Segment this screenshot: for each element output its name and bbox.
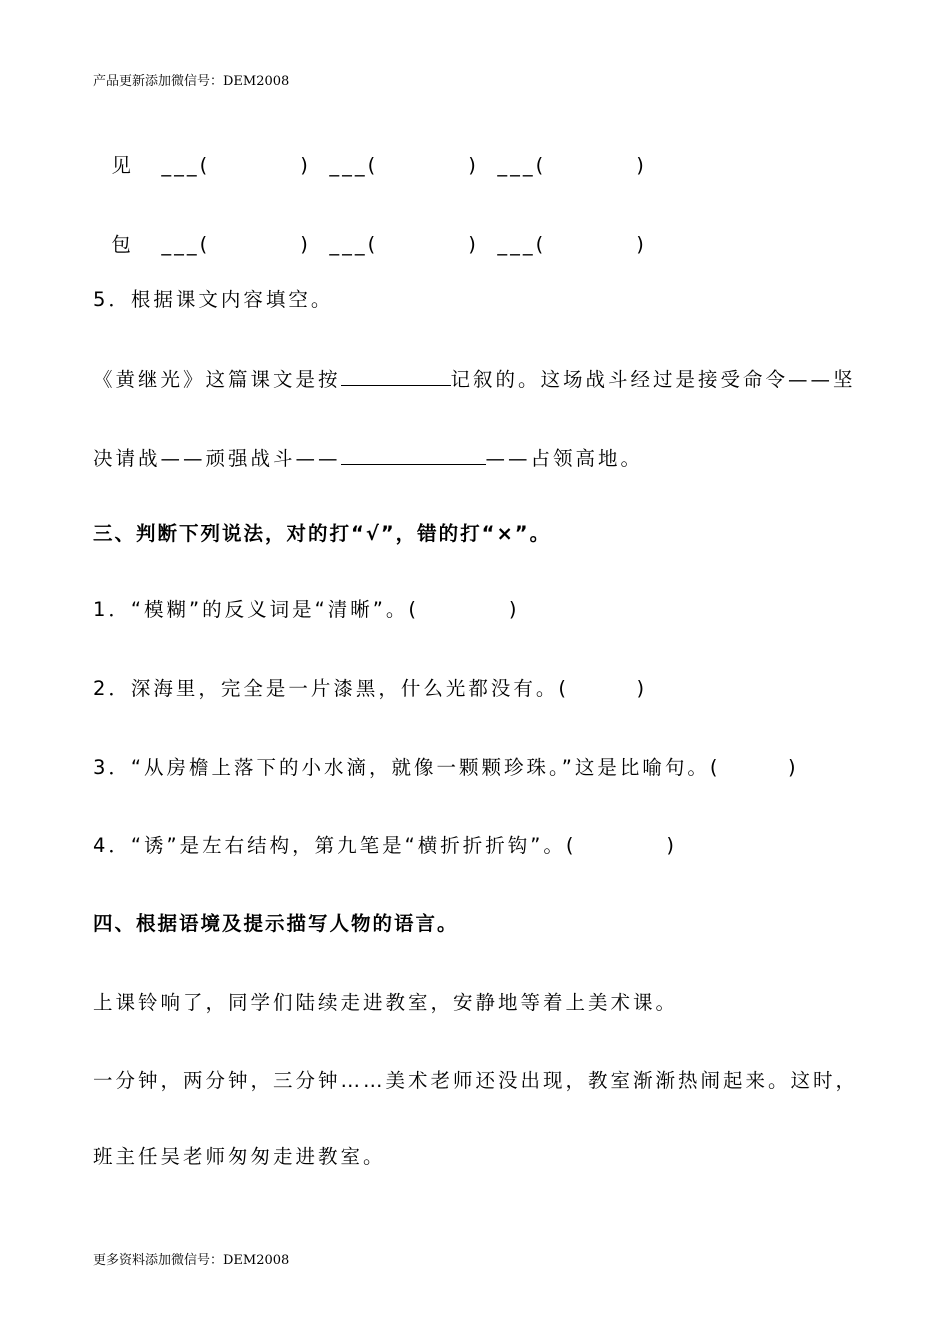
- q5-title: 5．根据课文内容填空。: [93, 288, 334, 311]
- q5-line2: [93, 446, 643, 471]
- fill-blank[interactable]: [341, 446, 486, 465]
- section3-title: 三、判断下列说法，对的打“√”，错的打“×”。: [93, 522, 552, 545]
- judge-item[interactable]: 3．“从房檐上落下的小水滴，就像一颗颗珍珠。”这是比喻句。( ): [93, 756, 799, 779]
- word-slot[interactable]: ___( ): [161, 233, 311, 256]
- q5-line1-end: 记叙的。这场战斗经过是接受命令——坚: [450, 368, 856, 391]
- word-slot[interactable]: ___( ): [497, 154, 647, 177]
- q5-line2-end: ——占领高地。: [485, 447, 644, 470]
- q5-line2-start: 决请战——顽强战斗——: [93, 447, 341, 470]
- paragraph: 一分钟，两分钟，三分钟……美术老师还没出现，教室渐渐热闹起来。这时，: [93, 1069, 859, 1092]
- paragraph: 班主任吴老师匆匆走进教室。: [93, 1145, 386, 1168]
- word-char: 包: [111, 233, 134, 256]
- fill-blank[interactable]: [341, 367, 451, 386]
- page-header: 产品更新添加微信号：DEM2008: [93, 74, 290, 89]
- word-row-bao: [93, 209, 665, 257]
- judge-item[interactable]: 1．“模糊”的反义词是“清晰”。( ): [93, 598, 520, 621]
- word-slot[interactable]: ___( ): [329, 233, 479, 256]
- judge-item[interactable]: 4．“诱”是左右结构，第九笔是“横折折折钩”。( ): [93, 834, 678, 857]
- word-slot[interactable]: ___( ): [497, 233, 647, 256]
- word-slot[interactable]: ___( ): [329, 154, 479, 177]
- section4-title: 四、根据语境及提示描写人物的语言。: [93, 912, 459, 935]
- word-slot[interactable]: ___( ): [161, 154, 311, 177]
- word-row-jian: [93, 130, 665, 178]
- q5-line1-start: 《黄继光》这篇课文是按: [93, 368, 341, 391]
- paragraph: 上课铃响了，同学们陆续走进教室，安静地等着上美术课。: [93, 991, 679, 1014]
- judge-item[interactable]: 2．深海里，完全是一片漆黑，什么光都没有。( ): [93, 677, 648, 700]
- q5-line1: [93, 367, 856, 392]
- page-footer: 更多资料添加微信号：DEM2008: [93, 1253, 290, 1268]
- word-char: 见: [111, 154, 134, 177]
